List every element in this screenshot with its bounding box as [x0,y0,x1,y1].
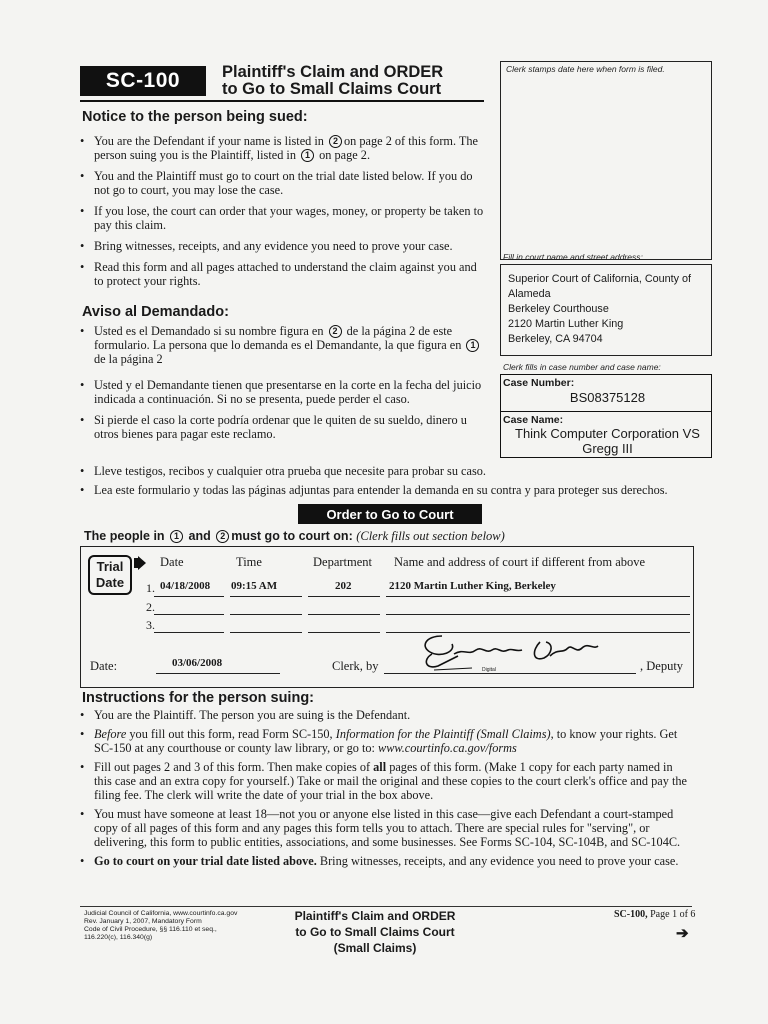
court-label: Fill in court name and street address: [503,252,643,262]
footer-title: Plaintiff's Claim and ORDER to Go to Small Claims Court (Small Claims) [294,909,456,955]
case-name-line: Think Computer Corporation VS [515,426,700,441]
signature-caption: Digital [482,667,496,673]
title-line-2: to Go to Small Claims Court [222,80,442,98]
row-line [154,614,224,615]
case-name [500,426,715,456]
circled-number: 2 [216,530,229,543]
aviso-item: • Usted es el Demandado si su nombre figura en 2 de la página 2 de este formulario. La persona que lo demanda es el Demandante, la que figura en 1 de la página 2 [80,324,482,366]
row-line [230,632,302,633]
trial-date-value: 04/18/2008 [160,580,211,592]
notice-item: • You and the Plaintiff must go to court on the trial date listed below. If you do not go to court, you may lose the case. [80,169,488,197]
instruction-item: • Go to court on your trial date listed above. Bring witnesses, receipts, and any evidence you need to prove your case. [80,854,690,868]
row-number: 1. [146,581,155,595]
deputy-label: , Deputy [640,659,684,673]
row-number: 2. [146,600,155,614]
title-line-1: Plaintiff's Claim and ORDER [222,63,444,81]
arrow-right-icon [134,556,146,575]
aviso-item: • Si pierde el caso la corte podría ordenar que le quiten de su sueldo, dinero u otros bienes para pagar este reclamo. [80,413,482,441]
trial-date-badge: Trial Date [88,555,132,595]
court-line: Superior Court of California, County of [508,273,692,285]
row-line [154,632,224,633]
case-name-label: Case Name: [503,414,564,426]
case-label: Clerk fills in case number and case name: [503,362,661,372]
order-date-value: 03/06/2008 [172,657,223,669]
court-address [508,272,708,347]
row-line [230,596,302,597]
form-title [222,64,492,98]
instruction-item: • You must have someone at least 18—not you or anyone else listed in this case—give each Defendant a court-stamped copy of all pages of this form and any pages this form tells you to attach. There are special rules for "serving", or delivering, this form to public entities, associations, and some businesses. See Forms SC-104, SC-104B, and SC-104C. [80,807,690,849]
form-number-badge: SC-100 [80,66,206,96]
circled-number: 1 [466,339,479,352]
row-line [230,614,302,615]
trial-time-value: 09:15 AM [231,580,278,592]
clerk-stamp-label: Clerk stamps date here when form is filed. [506,64,665,74]
col-dept-header: Department [313,555,373,569]
court-line: Alameda [508,288,551,300]
instructions-list [80,708,690,875]
clerk-by-label: Clerk, by [332,659,379,673]
trial-court-value: 2120 Martin Luther King, Berkeley [389,580,556,592]
circled-number: 2 [329,135,342,148]
court-line: 2120 Martin Luther King [508,318,624,330]
aviso-item: • Usted y el Demandante tienen que presentarse en la corte en la fecha del juicio indicada a continuación. Si no se presenta, puede perder el caso. [80,378,482,406]
instruction-item: • You are the Plaintiff. The person you are suing is the Defendant. [80,708,690,722]
instruction-item: • Fill out pages 2 and 3 of this form. Then make copies of all pages of this form. (Make 1 copy for each party named in this case and an extra copy for yourself.) Take or mail the original and these copies to the court clerk's office and pay the filing fee. The clerk will write the date of your trial in the box above. [80,760,690,802]
trial-dept-value: 202 [335,580,352,592]
page-indicator: SC-100, Page 1 of 6 [614,909,696,920]
aviso-item: • Lleve testigos, recibos y cualquier otra prueba que necesite para probar su caso. [80,464,720,478]
notice-item: • Bring witnesses, receipts, and any evidence you need to prove your case. [80,239,488,253]
case-divider [500,411,712,412]
court-line: Berkeley, CA 94704 [508,333,603,345]
col-time-header: Time [236,555,262,569]
circled-number: 1 [170,530,183,543]
clerk-signature [412,630,612,681]
title-rule [80,100,484,102]
col-date-header: Date [160,555,184,569]
row-line [154,596,224,597]
order-heading-bar: Order to Go to Court [298,504,482,524]
col-court-header: Name and address of court if different from above [394,555,646,569]
row-line [308,632,380,633]
aviso-heading: Aviso al Demandado: [82,304,229,320]
aviso-item: • Lea este formulario y todas las páginas adjuntas para entender la demanda en su contra y para proteger sus derechos. [80,483,720,497]
notice-item: • You are the Defendant if your name is listed in 2 on page 2 of this form. The person suing you is the Plaintiff, listed in 1 on page 2. [80,134,488,162]
notice-item: • If you lose, the court can order that your wages, money, or property be taken to pay this claim. [80,204,488,232]
order-date-label: Date: [90,659,118,673]
row-line [308,596,380,597]
order-people-line: The people in 1 and 2 must go to court on: (Clerk fills out section below) [84,529,505,543]
notice-item: • Read this form and all pages attached to understand the claim against you and to protect your rights. [80,260,488,288]
date-line [156,673,280,674]
notice-list [80,134,488,295]
circled-number: 2 [329,325,342,338]
footer-citation: Judicial Council of California, www.courtinfo.ca.gov Rev. January 1, 2007, Mandatory Form Code of Civil Procedure, §§ 116.110 et seq., 116.220(c), 116.340(g) [84,910,238,941]
case-number: BS08375128 [569,390,646,405]
court-line: Berkeley Courthouse [508,303,609,315]
clerk-stamp-box [500,61,712,260]
case-number-label: Case Number: [503,377,575,389]
circled-number: 1 [301,149,314,162]
aviso-list [80,324,482,448]
notice-heading: Notice to the person being sued: [82,109,308,125]
instructions-heading: Instructions for the person suing: [82,690,315,706]
next-page-arrow-icon: ➔ [676,926,689,942]
row-number: 3. [146,618,155,632]
row-line [386,614,690,615]
case-name-line: Gregg III [582,441,633,456]
row-line [308,614,380,615]
aviso-list-wide [80,464,720,504]
footer-rule [80,906,692,907]
row-line [386,596,690,597]
instruction-item: • Before you fill out this form, read Form SC-150, Information for the Plaintiff (Small Claims), to know your rights. Get SC-150 at any courthouse or county law library, or go to: www.courtinfo.ca.gov/forms [80,727,690,755]
